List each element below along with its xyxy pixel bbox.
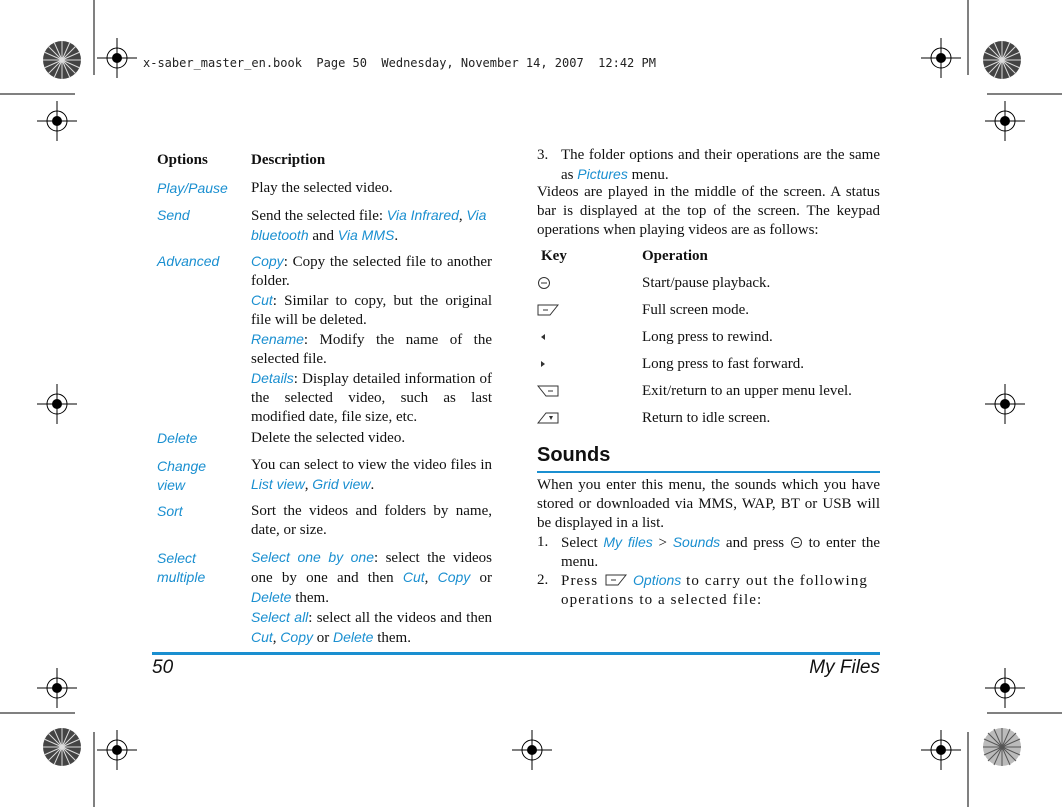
- video-playback-paragraph: Videos are played in the middle of the screen. A status bar is displayed at the top of the screen. The keypad operations when playing videos are as follows:: [537, 184, 880, 238]
- option-select-multiple: Select multiple: [157, 550, 206, 585]
- registration-target-icon: [37, 668, 77, 708]
- left-softkey-icon: [605, 574, 627, 586]
- desc-play-pause: Play the selected video.: [251, 180, 393, 196]
- starburst-calibration-icon: [982, 727, 1022, 767]
- registration-target-icon: [985, 668, 1025, 708]
- desc-advanced: Copy: Copy the selected file to another folder. Cut: Similar to copy, but the original file will be deleted. Rename: Modify the name of the selected file. Details: Display detailed information of the selected video, such as last modified date, file size, etc.: [251, 253, 492, 425]
- left-arrow-icon: [539, 333, 547, 341]
- option-change-view: Change view: [157, 458, 207, 493]
- operation-idle-screen: Return to idle screen.: [642, 410, 771, 426]
- registration-target-icon: [37, 384, 77, 424]
- end-key-icon: [537, 412, 559, 424]
- option-sort: Sort: [157, 503, 183, 519]
- print-header-stamp: x-saber_master_en.book Page 50 Wednesday, November 14, 2007 12:42 PM: [143, 56, 656, 70]
- registration-target-icon: [97, 38, 137, 78]
- option-delete: Delete: [157, 430, 198, 446]
- operation-exit-return: Exit/return to an upper menu level.: [642, 383, 852, 399]
- folder-options-note: The folder options and their operations are the same as Pictures menu.: [561, 147, 880, 183]
- description-column-header: Description: [251, 152, 326, 168]
- starburst-calibration-icon: [982, 40, 1022, 80]
- operation-column-header: Operation: [642, 248, 708, 264]
- registration-target-icon: [512, 730, 552, 770]
- option-send: Send: [157, 207, 190, 223]
- option-advanced: Advanced: [157, 253, 220, 269]
- chapter-title: My Files: [809, 657, 880, 678]
- section-rule: [537, 471, 880, 473]
- operation-full-screen: Full screen mode.: [642, 302, 750, 318]
- registration-target-icon: [97, 730, 137, 770]
- left-softkey-icon: [537, 304, 559, 316]
- footer-rule: [152, 652, 880, 655]
- key-column-header: Key: [541, 248, 567, 264]
- ok-key-icon: [537, 276, 551, 290]
- registration-target-icon: [921, 730, 961, 770]
- step-1-text: Select My files > Sounds and press to enter the menu.: [561, 534, 880, 570]
- page-number: 50: [152, 657, 174, 678]
- operation-fast-forward: Long press to fast forward.: [642, 356, 805, 372]
- desc-delete: Delete the selected video.: [251, 430, 406, 446]
- desc-send: Send the selected file: Via Infrared, Via bluetooth and Via MMS.: [251, 207, 487, 244]
- step-number-2: 2.: [537, 572, 549, 588]
- desc-change-view: You can select to view the video files in List view, Grid view.: [251, 457, 492, 493]
- operation-start-pause: Start/pause playback.: [642, 275, 771, 291]
- starburst-calibration-icon: [42, 40, 82, 80]
- registration-target-icon: [921, 38, 961, 78]
- sounds-paragraph: When you enter this menu, the sounds which you have stored or downloaded via MMS, WAP, BT or USB will be displayed in a list.: [537, 477, 880, 531]
- ok-key-icon: [790, 536, 803, 549]
- desc-sort: Sort the videos and folders by name, date, or size.: [251, 503, 492, 538]
- step-number-1: 1.: [537, 534, 549, 550]
- registration-target-icon: [37, 101, 77, 141]
- registration-target-icon: [985, 384, 1025, 424]
- desc-select-multiple: Select one by one: select the videos one by one and then Cut, Copy or Delete them. Select all: select all the videos and then Cut, Copy or Delete them.: [251, 549, 492, 646]
- registration-target-icon: [985, 101, 1025, 141]
- starburst-calibration-icon: [42, 727, 82, 767]
- section-title-sounds: Sounds: [537, 444, 611, 466]
- options-column-header: Options: [157, 152, 208, 168]
- right-arrow-icon: [539, 360, 547, 368]
- option-play-pause: Play/Pause: [157, 180, 228, 196]
- right-softkey-icon: [537, 385, 559, 397]
- step-2-text: Press Options to carry out the following operations to a selected file:: [561, 572, 869, 608]
- list-number-3: 3.: [537, 147, 549, 163]
- operation-rewind: Long press to rewind.: [642, 329, 773, 345]
